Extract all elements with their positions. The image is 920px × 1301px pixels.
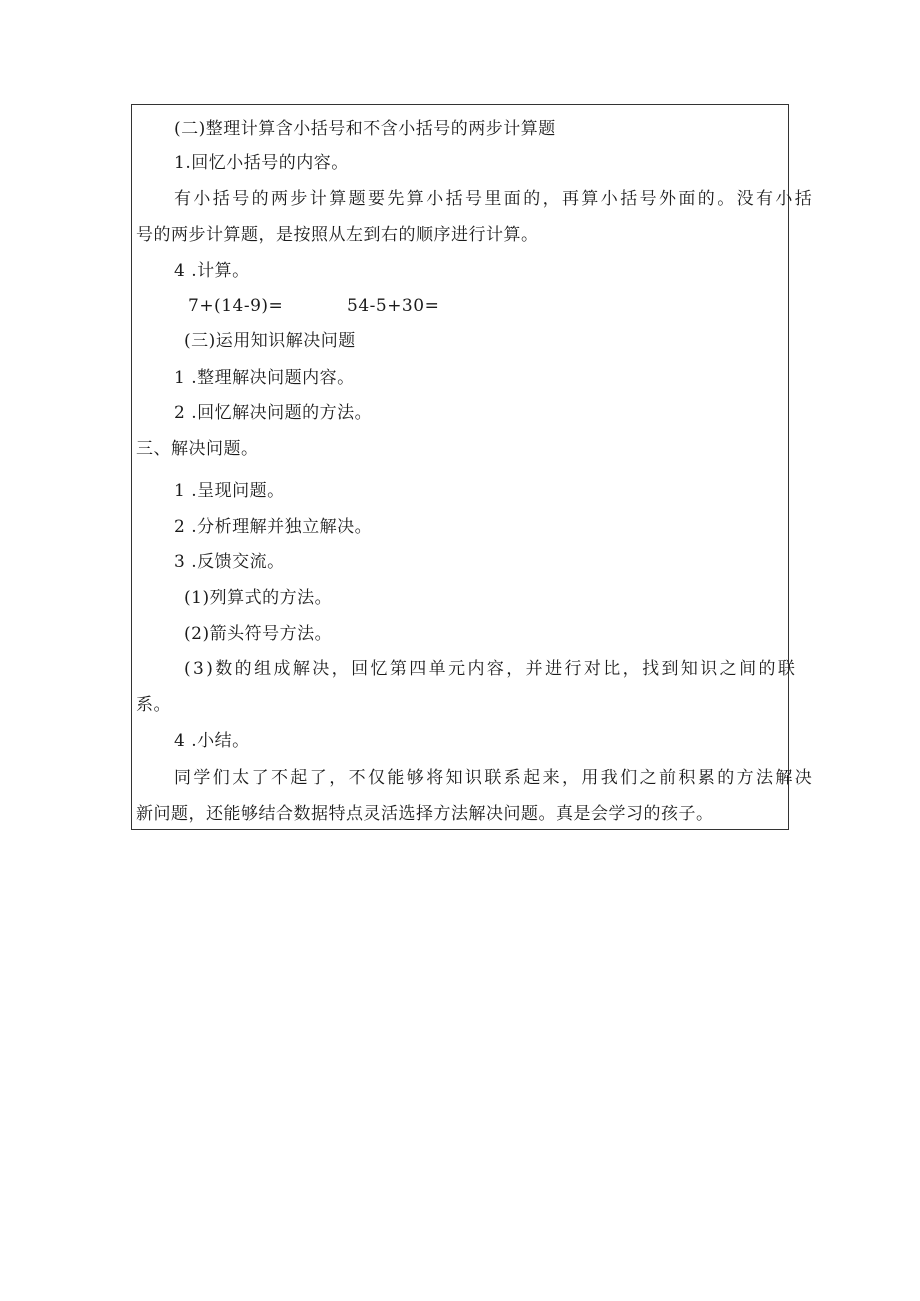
paragraph-line: 号的两步计算题，是按照从左到右的顺序进行计算。: [136, 225, 539, 245]
list-item: 4 .小结。: [174, 731, 250, 751]
list-item: 1.回忆小括号的内容。: [174, 153, 349, 173]
list-item: 2 .回忆解决问题的方法。: [174, 403, 373, 423]
paragraph-line: 新问题，还能够结合数据特点灵活选择方法解决问题。真是会学习的孩子。: [136, 804, 714, 824]
sub-list-item: (2)箭头符号方法。: [184, 624, 333, 644]
math-expression: 7+(14-9)=: [188, 296, 284, 316]
paragraph-line: 同学们太了不起了，不仅能够将知识联系起来，用我们之前积累的方法解决: [174, 768, 815, 788]
sub-list-item: (1)列算式的方法。: [184, 588, 333, 608]
math-expression: 54-5+30=: [347, 296, 440, 316]
list-item: 3 .反馈交流。: [174, 552, 285, 572]
list-item: 4 .计算。: [174, 261, 250, 281]
paragraph-line: 系。: [136, 695, 171, 715]
sub-list-item: (3)数的组成解决，回忆第四单元内容，并进行对比，找到知识之间的联: [184, 659, 798, 679]
section-heading: 三、解决问题。: [136, 439, 259, 459]
list-item: 1 .整理解决问题内容。: [174, 368, 355, 388]
list-item: 2 .分析理解并独立解决。: [174, 517, 373, 537]
paragraph-line: 有小括号的两步计算题要先算小括号里面的，再算小括号外面的。没有小括: [174, 189, 815, 209]
section-heading-3: (三)运用知识解决问题: [184, 331, 356, 351]
document-frame: [131, 104, 789, 830]
list-item: 1 .呈现问题。: [174, 481, 285, 501]
section-heading-2: (二)整理计算含小括号和不含小括号的两步计算题: [174, 119, 556, 139]
